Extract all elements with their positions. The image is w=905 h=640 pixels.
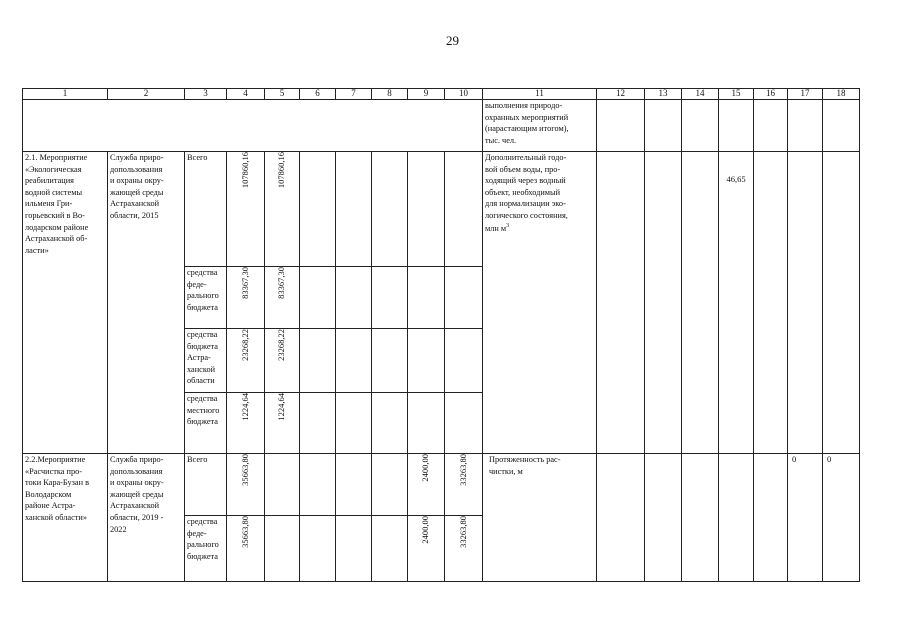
col-num-15: 15 (719, 89, 754, 100)
col-num-13: 13 (645, 89, 682, 100)
funding-source-label: средства феде- рального бюджета (185, 515, 227, 581)
amount-col4: 107860,16 (227, 151, 265, 266)
col-num-8: 8 (372, 89, 408, 100)
amount-col4: 1224,64 (227, 392, 265, 453)
amount-col10: 33263,80 (445, 453, 483, 515)
amount-col5: 107860,16 (265, 151, 300, 266)
col-num-1: 1 (23, 89, 108, 100)
amount-col5: 1224,64 (265, 392, 300, 453)
amount-col5: 83367,30 (265, 266, 300, 328)
col-num-9: 9 (408, 89, 445, 100)
measure-2-2-row-total (23, 453, 860, 515)
measure-2-2-col18-value: 0 (823, 453, 860, 581)
amount-col9: 2400,00 (408, 515, 445, 581)
column-number-row (23, 89, 860, 100)
col-num-16: 16 (754, 89, 788, 100)
funding-source-label: Всего (185, 151, 227, 266)
measure-2-2-col17-value: 0 (788, 453, 823, 581)
measure-2-2-indicator: Протяженность рас- чистки, м (483, 453, 597, 581)
funding-source-label: Всего (185, 453, 227, 515)
col-num-7: 7 (336, 89, 372, 100)
col-num-17: 17 (788, 89, 823, 100)
amount-col4: 35663,80 (227, 515, 265, 581)
funding-source-label: средства феде- рального бюджета (185, 266, 227, 328)
page-number: 29 (446, 33, 459, 48)
measure-2-1-name: 2.1. Мероприятие «Экологическая реабилитация водной системы ильменя Гри- горьевский в Во- лодарском районе Астраханской об- ласти» (23, 151, 108, 453)
col-num-18: 18 (823, 89, 860, 100)
col-num-6: 6 (300, 89, 336, 100)
measure-2-1-col15-value: 46,65 (719, 151, 754, 453)
measure-2-2-name: 2.2.Мероприятие «Расчистка про- токи Кара-Бузан в Володарском районе Астра- ханской области» (23, 453, 108, 581)
measure-2-2-executor: Служба приро- допользования и охраны окру- жающей среды Астраханской области, 2019 - 2022 (108, 453, 185, 581)
funding-source-label: средства местного бюджета (185, 392, 227, 453)
program-table (22, 88, 860, 582)
col-num-2: 2 (108, 89, 185, 100)
col-num-12: 12 (597, 89, 645, 100)
col-num-5: 5 (265, 89, 300, 100)
amount-col4: 35663,80 (227, 453, 265, 515)
amount-col10: 33263,80 (445, 515, 483, 581)
amount-col4: 83367,30 (227, 266, 265, 328)
funding-source-label: средства бюджета Астра- ханской области (185, 328, 227, 392)
col-num-11: 11 (483, 89, 597, 100)
carryover-blank (23, 99, 483, 151)
amount-col5: 23268,22 (265, 328, 300, 392)
carryover-indicator: выполнения природо- охранных мероприятий (нарастающим итогом), тыс. чел. (483, 99, 597, 151)
measure-2-1-indicator: Дополнительный годо- вой объем воды, про- ходящий через водный объект, необходимый для нормализации эко- логического состояния, млн $м^3$ (483, 151, 597, 453)
amount-col9: 2400,00 (408, 453, 445, 515)
carryover-row (23, 99, 860, 151)
col-num-10: 10 (445, 89, 483, 100)
col-num-4: 4 (227, 89, 265, 100)
measure-2-1-row-total (23, 151, 860, 266)
amount-col4: 23268,22 (227, 328, 265, 392)
measure-2-1-executor: Служба приро- допользования и охраны окру- жающей среды Астраханской области, 2015 (108, 151, 185, 453)
col-num-3: 3 (185, 89, 227, 100)
col-num-14: 14 (682, 89, 719, 100)
